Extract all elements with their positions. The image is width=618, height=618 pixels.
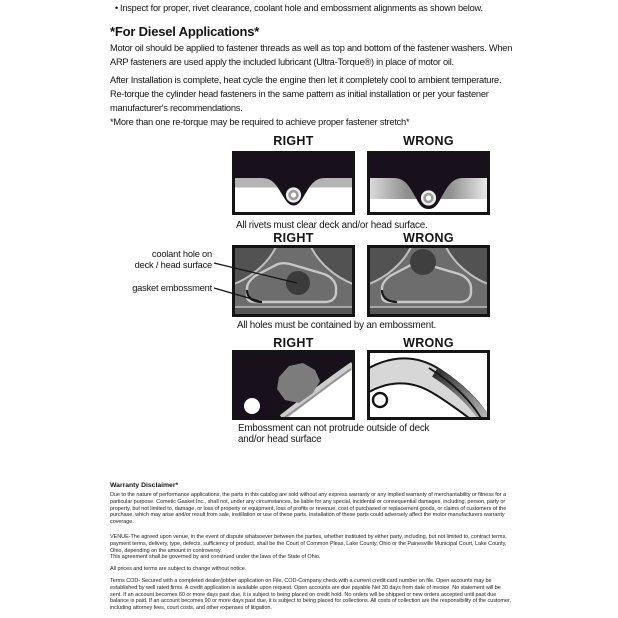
bolt-hole [244,398,260,414]
warranty-performance-paragraph: Due to the nature of performance applications, the parts in this catalog are sold without any express warranty or any implied warranty of merchantability or fitness for a particular purpose. Cometic Gasket Inc., shall not, under any circumstances, be liable for any special, incidental or consequential damages, including, person, party or property, but not limited to, damage, or loss of property or equipment, loss of profits or revenue, cost of purchased or replacement goods, or claims of customers of the purchase, which may arise and/or result from sale, instillation or use of these parts. Installation of these parts could adversely affect the motor manufacturers warranty coverage. [110,492,507,526]
coolant-hole-right-diagram [232,245,355,317]
terms-cod-paragraph: Terms COD- Secured with a completed dealer/jobber application on File, COD-Company check with a current credit card number on file. Open accounts may be established by well rated firms. A credit application is available upon request. Open accounts are due payable Net 30 days from date of invoice. No statement will be sent. If an account becomes 60 or more days past due, it is subject to being placed on credit hold. No orders will be shipped or new orders accepted until past due balance is paid. If an account becomes 90 or more days past due, it is subject to being placed for collections. All costs of collection are the responsibility of the customer, including attorney fees, court costs, and other expenses of litigation. [110,578,511,612]
motor-oil-paragraph: Motor oil should be applied to fastener threads as well as top and bottom of the fastener washers. When ARP fasteners are used apply the included lubricant (Ultra-Torque®) in place of motor oil. [110,43,513,67]
bolt-hole [373,393,387,407]
coolant-hole [410,249,436,275]
prices-notice-line: All prices and terms are subject to change without notice. [110,566,247,572]
rivet-clearance-wrong-diagram [367,151,490,215]
diesel-applications-heading: *For Diesel Applications* [110,24,260,39]
row2-right-label: RIGHT [273,231,314,245]
inspection-bullet-text: Inspect for proper, rivet clearance, coolant hole and embossment alignments as shown below. [120,3,483,13]
rivet-clearance-right-diagram [232,151,355,215]
embossment-right-diagram [232,350,355,420]
heat-cycle-paragraph: After Installation is complete, heat cycle the engine then let it completely cool to ambient temperature. Re-torque the cylinder head fasteners in the same pattern as initial installation or per your fastener manufacturer's recommendations. [110,75,502,113]
gasket-embossment-label: gasket embossment [132,283,212,293]
coolant-hole [286,271,310,295]
bottom-strip [369,307,488,315]
warranty-disclaimer-title: Warranty Disclaimer* [110,482,179,489]
inspection-bullet [115,3,515,13]
bottom-strip [234,307,353,315]
row3-wrong-label: WRONG [403,336,454,350]
retorque-note: *More than one re-torque may be required to achieve proper fastener stretch* [110,117,410,127]
row3-caption: Embossment can not protrude outside of deck and/or head surface [238,423,430,445]
warranty-venue-paragraph: VENUE-The agreed upon venue, in the event of dispute whatsoever between the parties, whether instituted by either party, including, but not limited to, contract terms, payment terms, delivery, type, defects, sufficiency of product, shall be the Court of Common Pleas, Lake County, Ohio or the Painesville Municipal Court, Lake County, Ohio, depending on the amount in controversy. This agreement shall be governed by and construed under the laws of the State of Ohio. [110,534,507,561]
row1-right-label: RIGHT [273,134,314,148]
row2-caption: All holes must be contained by an embossment. [237,320,437,331]
row1-wrong-label: WRONG [403,134,454,148]
coolant-hole-wrong-diagram [367,245,490,317]
coolant-hole-label: coolant hole on deck / head surface [134,249,212,270]
row1-caption: All rivets must clear deck and/or head surface. [236,220,428,231]
embossment-wrong-diagram [367,350,490,420]
row3-right-label: RIGHT [273,336,314,350]
row2-wrong-label: WRONG [403,231,454,245]
bullet-dot: • [115,3,119,13]
